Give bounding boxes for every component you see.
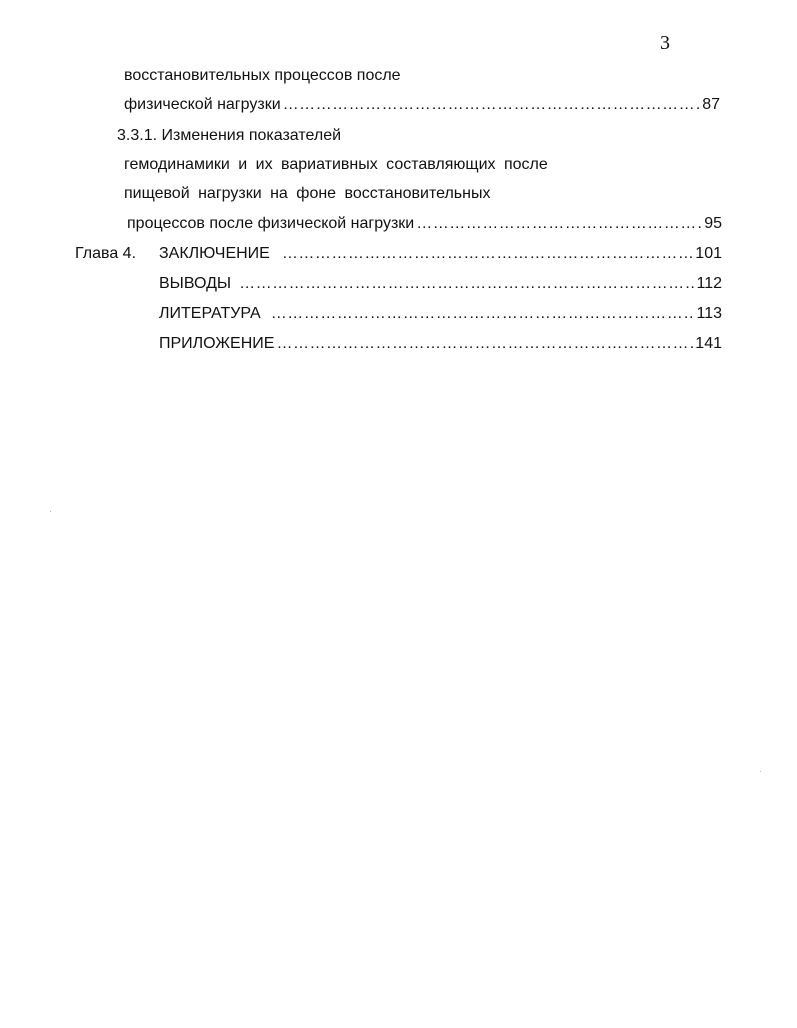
toc-entry-3-2-row	[124, 95, 720, 115]
toc-entry-3-3-1-line2: гемодинамики и их вариативных составляющих после	[124, 156, 548, 173]
toc-appendix-row	[159, 334, 722, 354]
toc-chapter-4-page: 101	[695, 245, 722, 262]
toc-literature-row	[159, 304, 722, 324]
toc-entry-3-3-1-row	[127, 214, 722, 234]
dot-leader	[276, 334, 693, 354]
toc-entry-3-3-1-line3: пищевой нагрузки на фоне восстановительных	[124, 185, 491, 202]
toc-literature-label: ЛИТЕРАТУРА	[159, 305, 261, 322]
toc-entry-3-2-page: 87	[702, 96, 720, 113]
page-number: 3	[660, 32, 670, 54]
toc-chapter-4-title: ЗАКЛЮЧЕНИЕ	[159, 245, 270, 262]
toc-entry-3-2-label: физической нагрузки	[124, 96, 281, 113]
toc-entry-3-2-line1: восстановительных процессов после	[124, 67, 401, 84]
toc-conclusions-page: 112	[696, 275, 722, 292]
toc-entry-3-3-1-page: 95	[704, 215, 722, 232]
dot-leader	[282, 244, 693, 264]
toc-chapter-4-label: Глава 4.	[75, 245, 137, 262]
scan-speck	[50, 511, 51, 512]
toc-conclusions-row	[159, 274, 722, 294]
dot-leader	[239, 274, 694, 294]
toc-appendix-page: 141	[695, 335, 722, 352]
toc-conclusions-label: ВЫВОДЫ	[159, 275, 232, 292]
toc-chapter-4-row	[75, 244, 722, 264]
dot-leader	[283, 95, 701, 115]
toc-appendix-label: ПРИЛОЖЕНИЕ	[159, 335, 275, 352]
dot-leader	[416, 214, 702, 234]
dot-leader	[271, 304, 695, 324]
toc-entry-3-3-1-label: процессов после физической нагрузки	[127, 215, 415, 232]
toc-entry-3-3-1-title: 3.3.1. Изменения показателей	[117, 127, 342, 144]
scan-speck	[760, 771, 761, 772]
toc-literature-page: 113	[696, 305, 722, 322]
